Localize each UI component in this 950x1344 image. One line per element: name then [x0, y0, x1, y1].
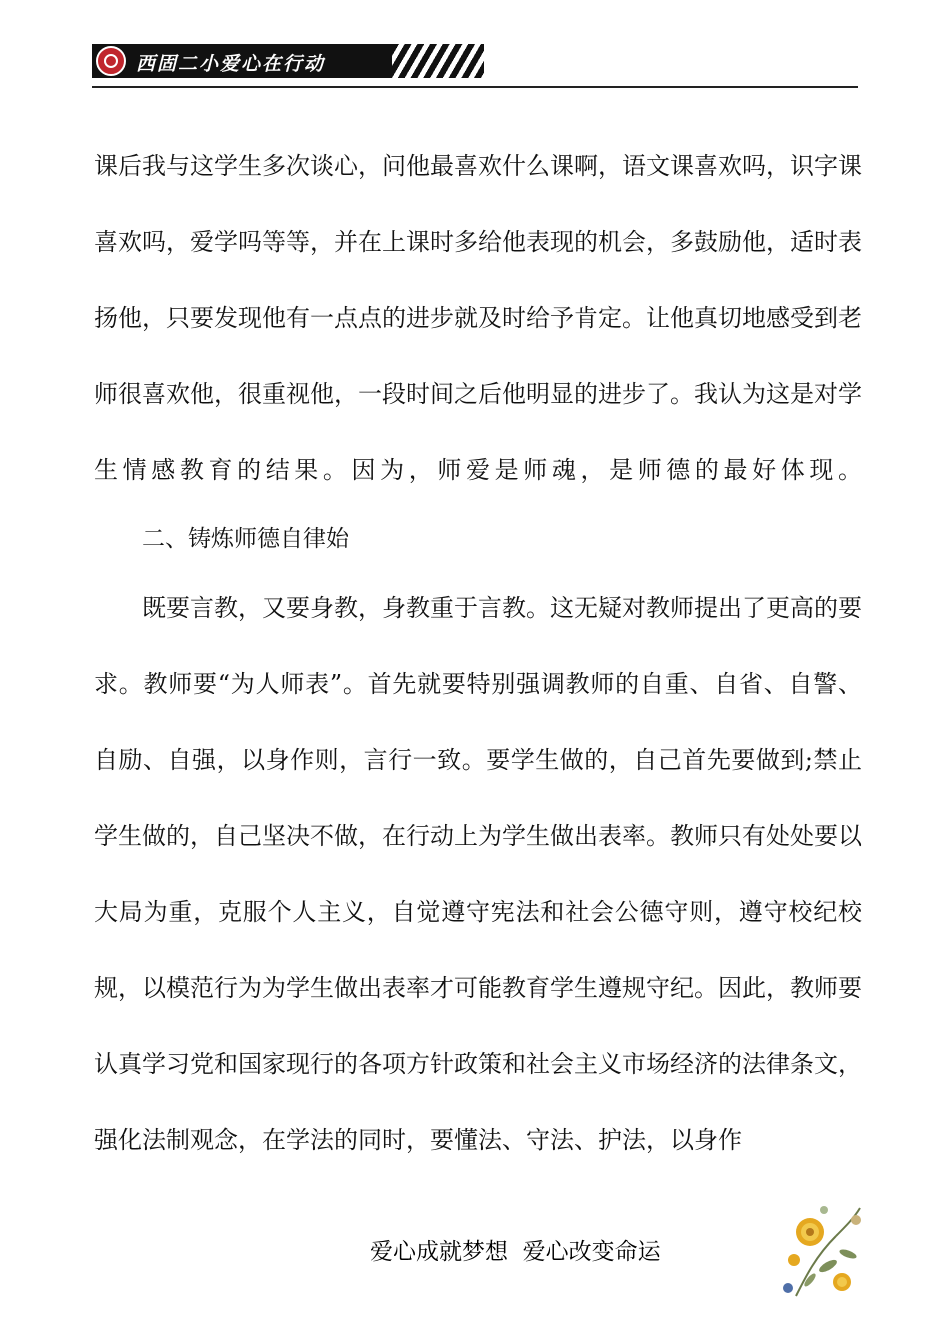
page-header [92, 42, 858, 88]
header-divider [92, 86, 858, 88]
document-body [94, 128, 862, 1178]
header-banner [92, 44, 392, 78]
header-stripes [392, 44, 484, 78]
chrysanthemum-flower-icon [776, 1196, 868, 1300]
paragraph-1: 课后我与这学生多次谈心，问他最喜欢什么课啊，语文课喜欢吗，识字课喜欢吗，爱学吗等等，并在上课时多给他表现的机会，多鼓励他，适时表扬他，只要发现他有一点点的进步就及时给予肯定。让他真切地感受到老师很喜欢他，很重视他，一段时间之后他明显的进步了。我认为这是对学生情感教育的结果。因为，师爱是师魂，是师德的最好体现。 [94, 152, 862, 484]
school-logo-icon [96, 46, 126, 76]
header-title: 西固二小爱心在行动 [136, 53, 326, 75]
section-heading-2: 二、铸炼师德自律始 [142, 526, 349, 552]
footer-slogan: 爱心成就梦想 爱心改变命运 [370, 1239, 661, 1265]
paragraph-2: 既要言教，又要身教，身教重于言教。这无疑对教师提出了更高的要求。教师要“为人师表”。首先就要特别强调教师的自重、自省、自警、自励、自强，以身作则，言行一致。要学生做的，自己首先要做到;禁止学生做的，自己坚决不做，在行动上为学生做出表率。教师只有处处要以大局为重，克服个人主义，自觉遵守宪法和社会公德守则，遵守校纪校规，以模范行为为学生做出表率才可能教育学生遵规守纪。因此，教师要认真学习党和国家现行的各项方针政策和社会主义市场经济的法律条文，强化法制观念，在学法的同时，要懂法、守法、护法，以身作 [94, 594, 862, 1154]
